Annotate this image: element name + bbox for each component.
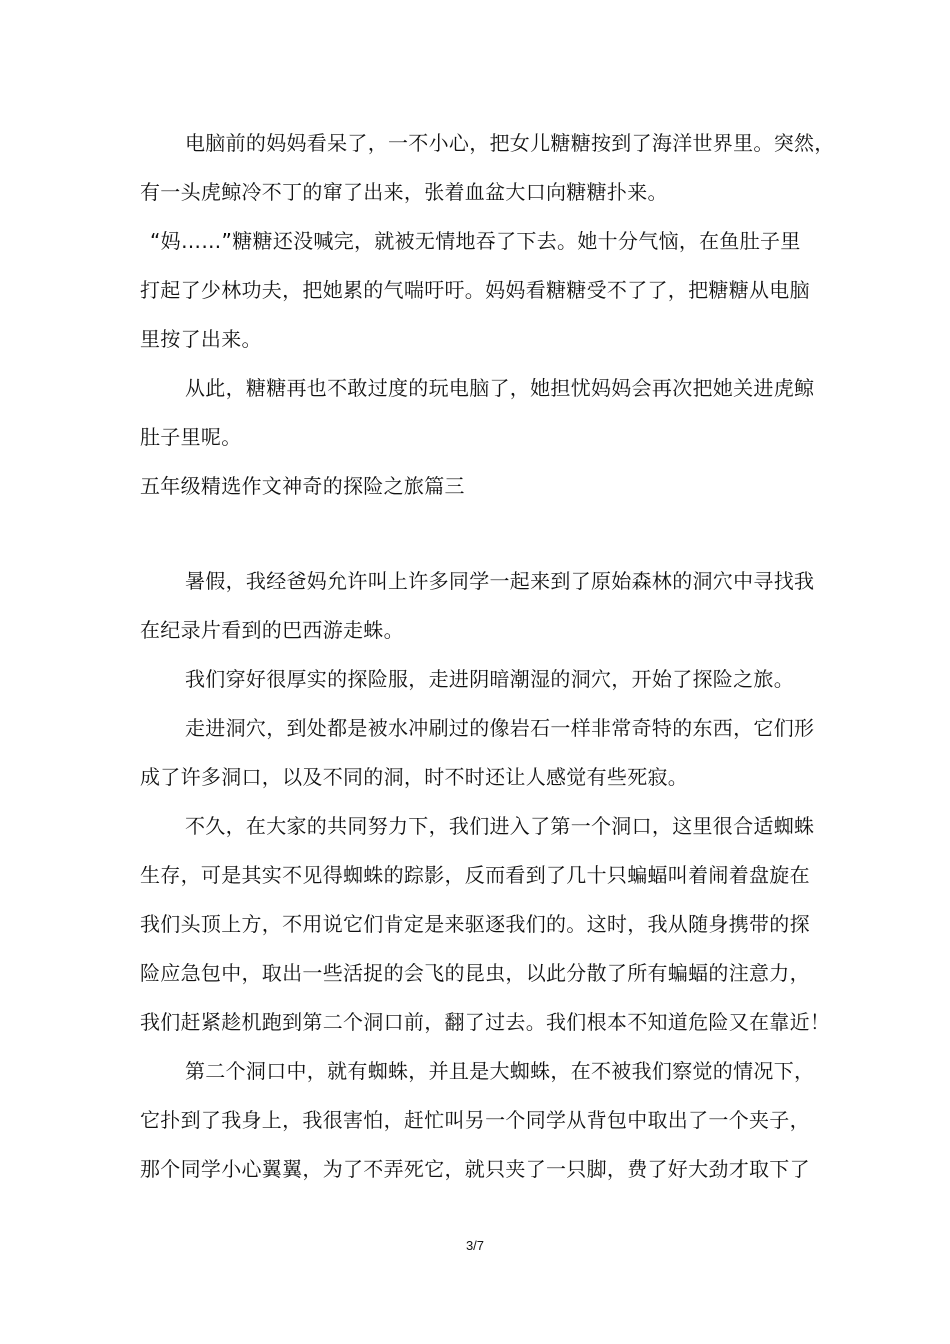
text-line: 我们赶紧趁机跑到第二个洞口前，翻了过去。我们根本不知道危险又在靠近！ — [140, 1010, 831, 1034]
text-line: 电脑前的妈妈看呆了，一不小心，把女儿糖糖按到了海洋世界里。突然， — [185, 131, 835, 155]
document-body — [140, 119, 835, 1194]
text-line: 险应急包中，取出一些活捉的会飞的昆虫，以此分散了所有蝙蝠的注意力， — [140, 961, 810, 985]
text-line: 肚子里呢。 — [140, 425, 242, 449]
text-line: 在纪录片看到的巴西游走蛛。 — [140, 618, 404, 642]
text-line: 它扑到了我身上，我很害怕，赶忙叫另一个同学从背包中取出了一个夹子， — [140, 1108, 810, 1132]
text-line: 不久，在大家的共同努力下，我们进入了第一个洞口，这里很合适蜘蛛 — [185, 814, 815, 838]
text-line: 成了许多洞口，以及不同的洞，时不时还让人感觉有些死寂。 — [140, 765, 689, 789]
text-line: 生存，可是其实不见得蜘蛛的踪影，反而看到了几十只蝙蝠叫着闹着盘旋在 — [140, 863, 810, 887]
page-number: 3/7 — [465, 1238, 485, 1253]
section-gap — [140, 511, 826, 557]
text-line: “妈……”糖糖还没喊完，就被无情地吞了下去。她十分气恼，在鱼肚子里 — [150, 229, 801, 253]
text-line: 里按了出来。 — [140, 327, 262, 351]
text-line: 打起了少林功夫，把她累的气喘吁吁。妈妈看糖糖受不了了，把糖糖从电脑 — [140, 278, 810, 302]
text-line: 从此，糖糖再也不敢过度的玩电脑了，她担忧妈妈会再次把她关进虎鲸 — [185, 376, 815, 400]
text-line: 我们头顶上方，不用说它们肯定是来驱逐我们的。这时，我从随身携带的探 — [140, 912, 810, 936]
text-line: 暑假，我经爸妈允许叫上许多同学一起来到了原始森林的洞穴中寻找我 — [185, 569, 815, 593]
text-line: 第二个洞口中，就有蜘蛛，并且是大蜘蛛，在不被我们察觉的情况下， — [185, 1059, 815, 1083]
text-line: 有一头虎鲸冷不丁的窜了出来，张着血盆大口向糖糖扑来。 — [140, 180, 668, 204]
text-line: 那个同学小心翼翼，为了不弄死它，就只夹了一只脚，费了好大劲才取下了 — [140, 1157, 810, 1181]
text-line: 走进洞穴，到处都是被水冲刷过的像岩石一样非常奇特的东西，它们形 — [185, 716, 815, 740]
text-line: 我们穿好很厚实的探险服，走进阴暗潮湿的洞穴，开始了探险之旅。 — [185, 667, 794, 691]
section-heading: 五年级精选作文神奇的探险之旅篇三 — [140, 474, 465, 498]
